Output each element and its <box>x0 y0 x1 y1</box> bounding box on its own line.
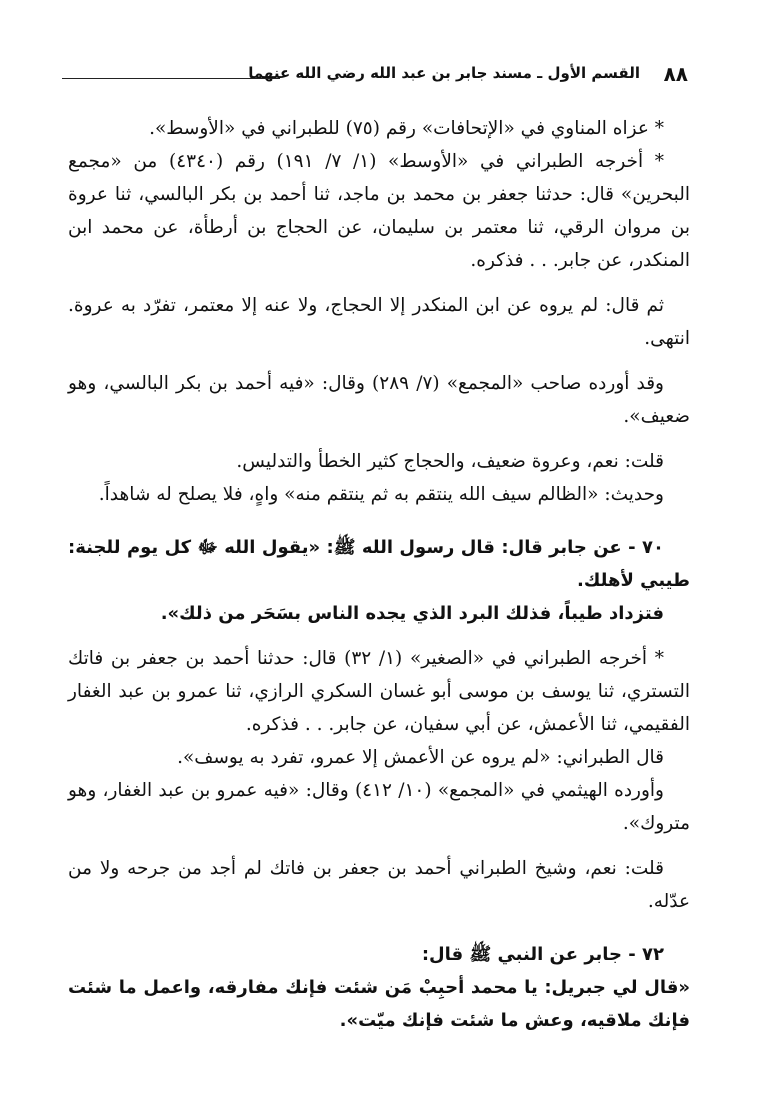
paragraph: وقد أورده صاحب «المجمع» (٧/ ٢٨٩) وقال: «فيه أحمد بن بكر البالسي، وهو ضعيف». <box>68 373 690 427</box>
hadith-text: ٧٠ - عن جابر قال: قال رسول الله ﷺ: «يقول الله ﷻ كل يوم للجنة: طيبي لأهلك. <box>68 537 690 591</box>
header-rule <box>62 78 280 79</box>
paragraph: قال الطبراني: «لم يروه عن الأعمش إلا عمرو، تفرد به يوسف». <box>177 747 664 768</box>
running-title: القسم الأول ـ مسند جابر بن عبد الله رضي الله عنهما <box>248 64 640 82</box>
hadith-heading: ٧٢ - جابر عن النبي ﷺ قال: <box>421 944 664 965</box>
paragraph: * أخرجه الطبراني في «الصغير» (١/ ٣٢) قال: حدثنا أحمد بن جعفر بن فاتك التستري، ثنا يوسف بن موسى أبو غسان السكري الرازي، ثنا عمرو بن عبد الغفار الفقيمي، ثنا الأعمش، عن أبي سفيان، عن جابر. . . فذكره. <box>68 648 690 735</box>
paragraph: ثم قال: لم يروه عن ابن المنكدر إلا الحجاج، ولا عنه إلا معتمر، تفرّد به عروة. انتهى. <box>68 295 690 349</box>
paragraph: قلت: نعم، وعروة ضعيف، والحجاج كثير الخطأ والتدليس. <box>236 451 664 472</box>
hadith-text: فتزداد طيباً، فذلك البرد الذي يجده الناس بسَحَر من ذلك». <box>160 603 664 624</box>
hadith-text: «قال لي جبريل: يا محمد أحبِبْ مَن شئت فإنك مفارقه، واعمل ما شئت فإنك ملاقيه، وعش ما شئت فإنك ميّت». <box>68 977 690 1031</box>
paragraph: وأورده الهيثمي في «المجمع» (١٠/ ٤١٢) وقال: «فيه عمرو بن عبد الغفار، وهو متروك». <box>68 780 690 834</box>
paragraph: * أخرجه الطبراني في «الأوسط» (١/ ٧/ ١٩١) رقم (٤٣٤٠) من «مجمع البحرين» قال: حدثنا جعفر بن محمد بن ماجد، ثنا أحمد بن بكر البالسي، ثنا عروة بن مروان الرقي، ثنا معتمر بن سليمان، عن الحجاج بن أرطأة، عن محمد ابن المنكدر، عن جابر. . . فذكره. <box>68 151 690 271</box>
paragraph: قلت: نعم، وشيخ الطبراني أحمد بن جعفر بن فاتك لم أجد من جرحه ولا من عدّله. <box>68 858 690 912</box>
page-number: ٨٨ <box>663 62 688 86</box>
paragraph: * عزاه المناوي في «الإتحافات» رقم (٧٥) للطبراني في «الأوسط». <box>149 118 664 139</box>
paragraph: وحديث: «الظالم سيف الله ينتقم به ثم ينتقم منه» واهٍ، فلا يصلح له شاهداً. <box>98 484 664 505</box>
page-body <box>68 112 690 1037</box>
page-header <box>62 62 688 92</box>
